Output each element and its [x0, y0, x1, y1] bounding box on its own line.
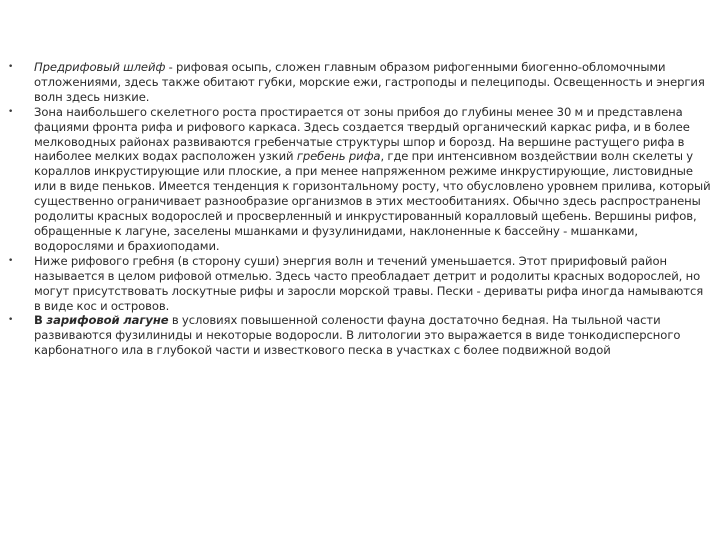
- bullet-body: Ниже рифового гребня (в сторону суши) энергия волн и течений уменьшается. Этот пририфовый район называется в целом рифовой отмелью. Здесь часто преобладает детрит и родолиты красных водорослей, но могут присутствовать лоскутные рифы и заросли морской травы. Пески - дериваты рифа иногда намываются в виде кос и островов.: [34, 253, 704, 313]
- bullet-text: [34, 105, 712, 254]
- bullet-prereef-slope: [8, 60, 712, 105]
- bullet-marker-icon: •: [8, 255, 14, 266]
- term-prereef-slope: Предрифовый шлейф: [34, 60, 166, 74]
- bullet-body: - рифовая осыпь, сложен главным образом рифогенными биогенно-обломочными отложениями, здесь также обитают губки, морские ежи, гастроподы и пелециподы. Освещенность и энергия волн здесь низкие.: [34, 60, 705, 104]
- bullet-list: [8, 60, 712, 358]
- term-back-reef-lagoon: зарифовой лагуне: [46, 313, 169, 328]
- bullet-body: в условиях повышенной солености фауна достаточно бедная. На тыльной части развиваются фузилиниды и некоторые водоросли. В литологии это выражается в виде тонкодисперсного карбонатного ила в глубокой части и известкового песка в участках с более подвижной водой: [34, 313, 681, 358]
- term-prefix: В: [34, 313, 47, 328]
- bullet-body-part-b: , где при интенсивном воздействии волн скелеты у кораллов инкрустирующие или плоские, а при менее напряженном режиме инкрустирующие, листовидные или в виде пеньков. Имеется тенденция к горизонтальному росту, что обусловлено уровнем прилива, который существенно ограничивает разнообразие организмов в этих местообитаниях. Обычно здесь распространены родолиты красных водорослей и просверленный и инкрустированный коралловый щебень. Вершины рифов, обращенные к лагуне, заселены мшанками и фузулинидами, наклоненные к бассейну - мшанками, водорослями и брахиоподами.: [34, 149, 711, 253]
- bullet-text: [34, 60, 712, 105]
- bullet-reef-flat: [8, 254, 712, 314]
- term-reef-crest: гребень рифа: [296, 149, 381, 164]
- bullet-text: [34, 254, 712, 314]
- bullet-marker-icon: •: [8, 315, 14, 326]
- bullet-marker-icon: •: [8, 62, 14, 72]
- bullet-skeletal-growth-zone: [8, 105, 712, 254]
- bullet-marker-icon: •: [8, 106, 14, 117]
- bullet-body-part-a: Зона наибольшего скелетного роста простирается от зоны прибоя до глубины менее 30 м и представлена фациями фронта рифа и рифового каркаса. Здесь создается твердый органический каркас рифа, и в более мелководных районах развиваются гребенчатые структуры шпор и борозд. На вершине растущего рифа в наиболее мелких водах расположен узкий: [34, 104, 690, 164]
- bullet-text: [34, 313, 712, 358]
- bullet-back-reef-lagoon: [8, 313, 712, 358]
